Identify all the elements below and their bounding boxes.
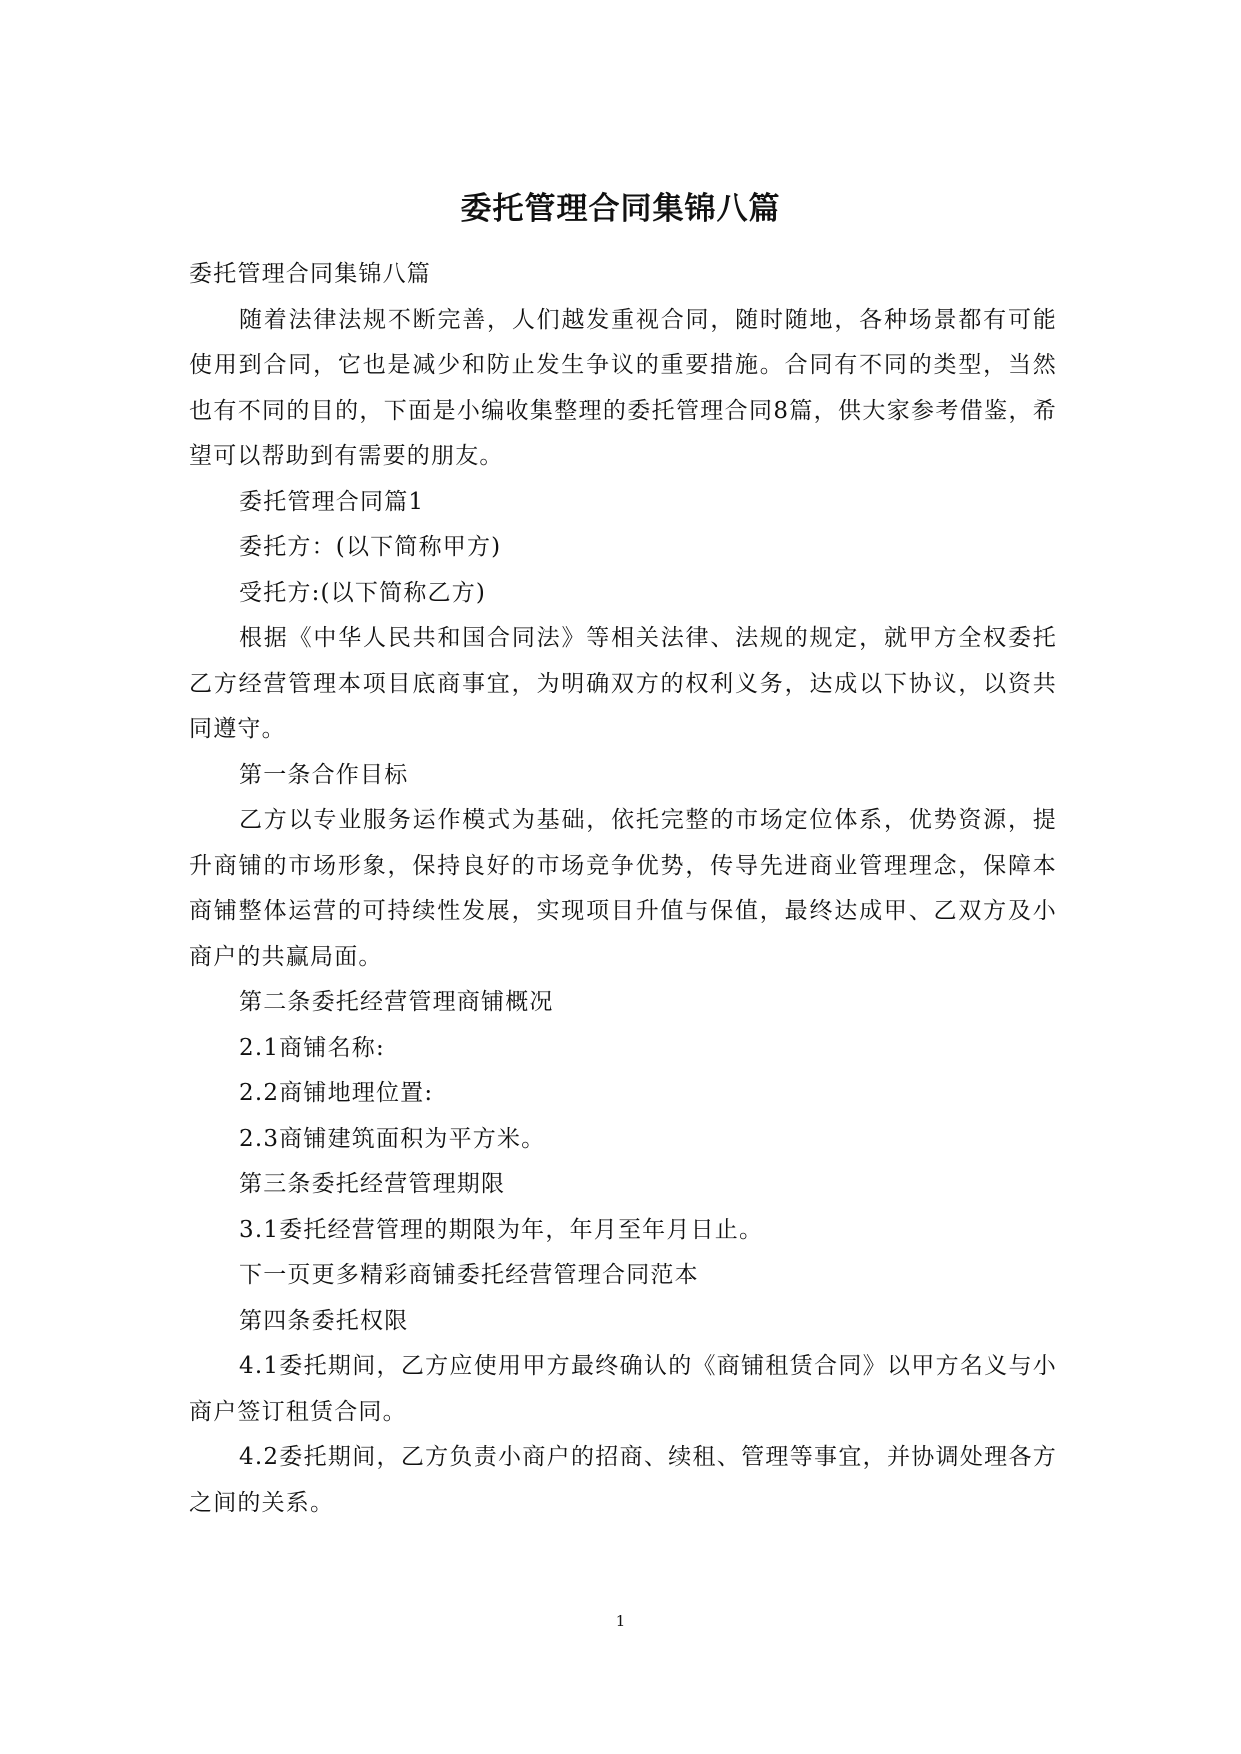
body-paragraph: 4.1委托期间，乙方应使用甲方最终确认的《商铺租赁合同》以甲方名义与小商户签订租赁合同。 (189, 1353, 1057, 1425)
body-paragraph: 4.2委托期间，乙方负责小商户的招商、续租、管理等事宜，并协调处理各方之间的关系。 (189, 1444, 1057, 1516)
body-paragraph: 受托方:(以下简称乙方) (239, 579, 487, 606)
clause-heading: 第二条委托经营管理商铺概况 (239, 989, 554, 1015)
clause-heading: 第三条委托经营管理期限 (239, 1171, 506, 1197)
body-paragraph: 2.2商铺地理位置: (239, 1080, 434, 1106)
document-title: 委托管理合同集锦八篇 (460, 191, 781, 227)
body-paragraph: 委托管理合同集锦八篇 (189, 261, 431, 287)
body-paragraph: 2.1商铺名称: (239, 1034, 385, 1061)
page-number: 1 (615, 1612, 626, 1630)
clause-heading: 第一条合作目标 (239, 761, 409, 788)
body-paragraph: 随着法律法规不断完善，人们越发重视合同，随时随地，各种场景都有可能使用到合同，它也是减少和防止发生争议的重要措施。合同有不同的类型，当然也有不同的目的，下面是小编收集整理的委托管理合同8篇，供大家参考借鉴，希望可以帮助到有需要的朋友。 (189, 306, 1057, 469)
body-paragraph: 下一页更多精彩商铺委托经营管理合同范本 (239, 1262, 699, 1288)
section-heading: 委托管理合同篇1 (239, 488, 425, 515)
clause-heading: 第四条委托权限 (239, 1307, 409, 1334)
body-paragraph: 2.3商铺建筑面积为平方米。 (239, 1125, 546, 1152)
body-paragraph: 3.1委托经营管理的期限为年，年月至年月日止。 (239, 1216, 764, 1243)
body-paragraph: 乙方以专业服务运作模式为基础，依托完整的市场定位体系，优势资源，提升商铺的市场形象，保持良好的市场竞争优势，传导先进商业管理理念，保障本商铺整体运营的可持续性发展，实现项目升值与保值，最终达成甲、乙双方及小商户的共赢局面。 (189, 807, 1057, 970)
body-paragraph: 委托方：(以下简称甲方) (239, 534, 502, 560)
document-body (189, 252, 1057, 1526)
body-paragraph: 根据《中华人民共和国合同法》等相关法律、法规的规定，就甲方全权委托乙方经营管理本项目底商事宜，为明确双方的权利义务，达成以下协议，以资共同遵守。 (189, 625, 1057, 742)
